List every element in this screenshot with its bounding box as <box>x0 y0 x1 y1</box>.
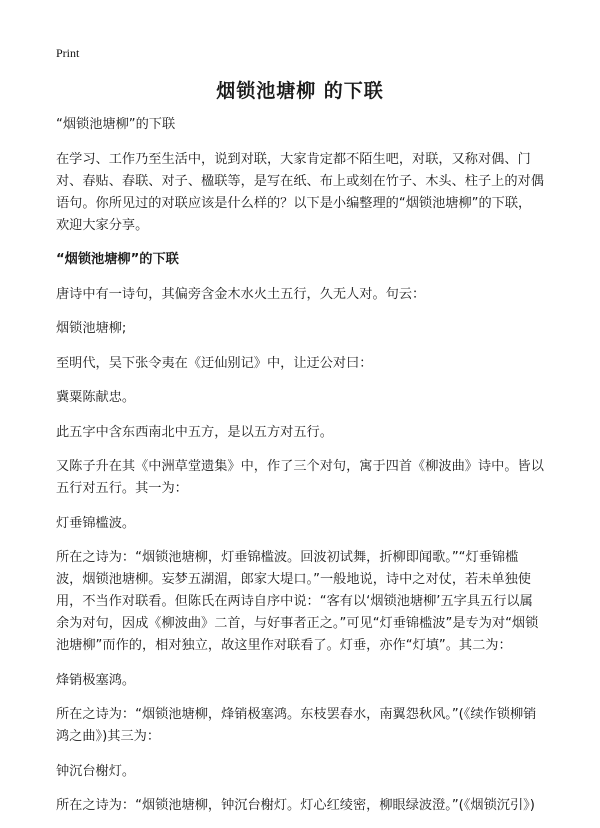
couplet-line: 烟锁池塘柳; <box>56 321 127 336</box>
subtitle-paragraph: “烟锁池塘柳”的下联 <box>56 117 176 132</box>
body-paragraph: 唐诗中有一诗句，其偏旁含金木水火土五行，久无人对。句云： <box>56 286 426 302</box>
intro-paragraph: 在学习、工作乃至生活中，说到对联，大家肯定都不陌生吧，对联，又称对偶、门对、春贴、春联、对子、楹联等，是写在纸、布上或刻在竹子、木头、柱子上的对偶语句。你所见过的对联应该是什么样的？以下是小编整理的“烟锁池塘柳”的下联，欢迎大家分享。 <box>56 151 544 233</box>
couplet-line: 烽销极塞鸿。 <box>56 672 136 688</box>
body-paragraph: 至明代，吴下张令夷在《迂仙别记》中，让迂公对曰： <box>56 355 373 371</box>
document-title: 烟锁池塘柳 的下联 <box>216 80 384 102</box>
body-paragraph: 又陈子升在其《中洲草堂遗集》中，作了三个对句，寓于四首《柳波曲》诗中。皆以五行对五行。其一为： <box>56 459 544 496</box>
body-paragraph: 所在之诗为：“烟锁池塘柳，烽销极塞鸿。东枝罢春水，南翼怨秋风。”(《续作锁柳销鸿之曲》)其三为： <box>56 707 537 744</box>
body-paragraph: 所在之诗为：“烟锁池塘柳，灯垂锦槛波。回波初试舞，折柳即闻歌。”“灯垂锦槛波，烟锁池塘柳。妄梦五湖湄，郎家大堤口。”一般地说，诗中之对仗，若未单独使用，不当作对联看。但陈氏在两诗自序中说：“客有以‘烟锁池塘柳’五字具五行以属余为对句，因成《柳波曲》二首，与好事者正之。”可见“灯垂锦槛波”是专为对“烟锁池塘柳”而作的，相对独立，故这里作对联看了。灯垂，亦作“灯填”。其二为： <box>56 550 539 653</box>
print-link[interactable]: Print <box>56 46 80 60</box>
couplet-line: 灯垂锦槛波。 <box>56 515 136 531</box>
couplet-line: 钟沉台榭灯。 <box>56 763 136 779</box>
couplet-line: 冀粟陈献忠。 <box>56 390 136 405</box>
section-heading: “烟锁池塘柳”的下联 <box>56 252 179 267</box>
body-paragraph: 所在之诗为：“烟锁池塘柳，钟沉台榭灯。灯心红绫密，柳眼绿波澄。”(《烟锁沉引》) <box>56 798 535 813</box>
body-paragraph: 此五字中含东西南北中五方，是以五方对五行。 <box>56 424 333 440</box>
